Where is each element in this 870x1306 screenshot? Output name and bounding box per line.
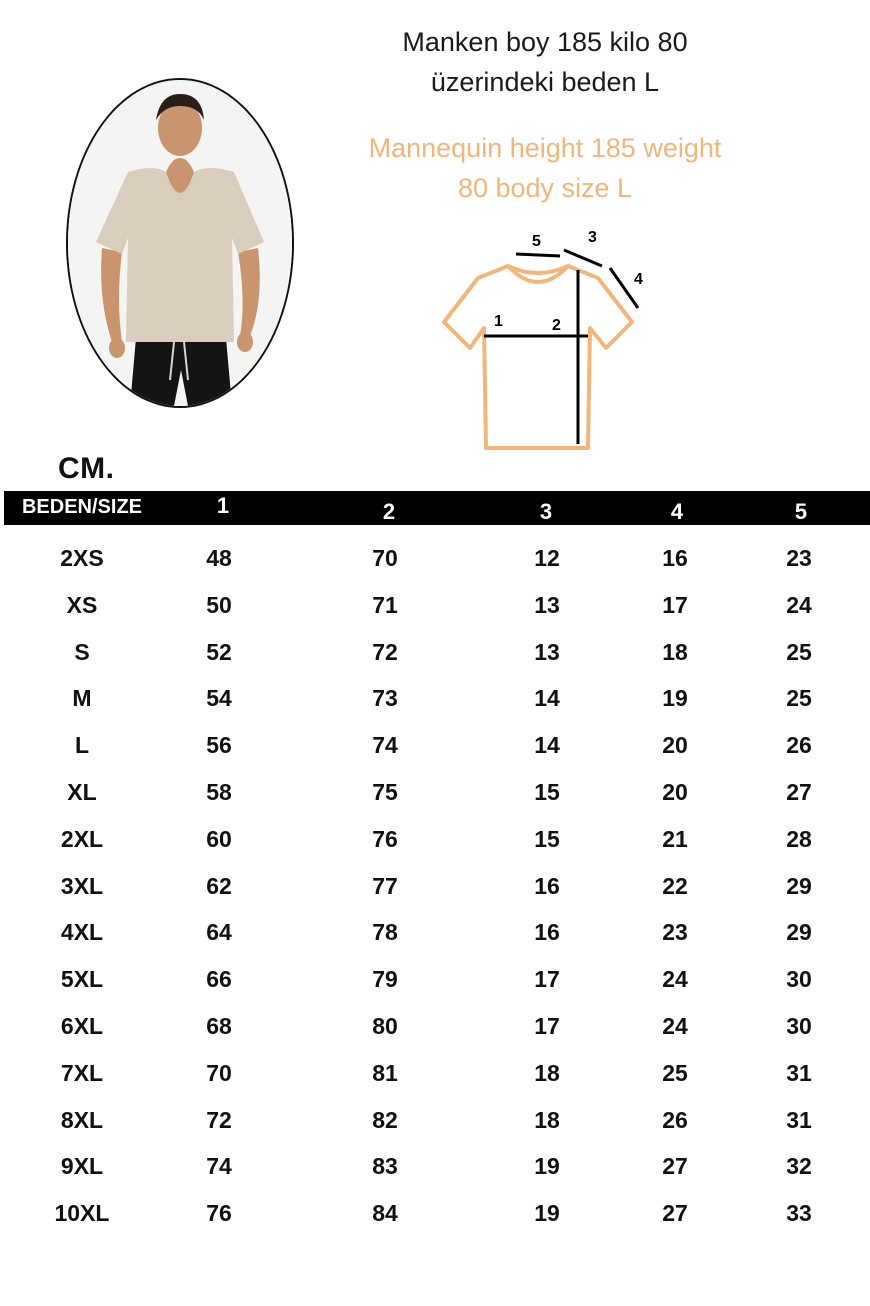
measurement-cell: 25 — [662, 1059, 688, 1086]
measurement-cell: 26 — [786, 732, 812, 759]
measurement-cell: 17 — [534, 1013, 560, 1039]
measurement-cell: 31 — [786, 1106, 812, 1133]
measurement-cell: 26 — [662, 1106, 688, 1133]
table-row — [0, 732, 870, 778]
caption-en-line-2: 80 body size L — [457, 173, 633, 203]
measurement-cell: 29 — [786, 919, 812, 946]
measurement-cell: 74 — [372, 732, 398, 759]
measurement-cell: 21 — [662, 825, 688, 852]
table-row — [0, 1200, 870, 1246]
measurement-cell: 17 — [534, 966, 560, 993]
measurement-cell: 48 — [206, 545, 232, 571]
measurement-cell: 19 — [534, 1153, 560, 1180]
measurement-cell: 28 — [786, 825, 812, 852]
measurement-cell: 81 — [372, 1059, 398, 1086]
measurement-cell: 12 — [534, 545, 560, 571]
size-name-cell: 7XL — [60, 1059, 104, 1086]
size-name-cell: S — [74, 638, 90, 665]
measurement-cell: 50 — [206, 591, 232, 618]
table-row — [0, 1107, 870, 1153]
header-col-3: 3 — [539, 499, 553, 524]
measurement-cell: 17 — [662, 591, 688, 618]
measurement-cell: 24 — [786, 591, 812, 618]
measurement-cell: 54 — [206, 685, 232, 712]
table-row — [0, 685, 870, 731]
measurement-cell: 56 — [206, 732, 232, 759]
measurement-cell: 74 — [206, 1153, 232, 1180]
size-name-cell: 4XL — [60, 919, 104, 946]
measurement-cell: 76 — [372, 825, 398, 852]
measurement-cell: 19 — [534, 1200, 560, 1227]
measurement-cell: 68 — [206, 1013, 232, 1039]
diagram-label-5: 5 — [532, 233, 541, 250]
measurement-cell: 14 — [534, 732, 560, 759]
size-name-cell: 2XL — [60, 825, 104, 852]
size-name-cell: XS — [66, 591, 98, 618]
table-row — [0, 1153, 870, 1199]
measurement-cell: 23 — [786, 545, 812, 571]
measurement-cell: 19 — [662, 685, 688, 712]
size-name-cell: M — [72, 685, 92, 712]
size-name-cell: 5XL — [60, 966, 104, 993]
measurement-cell: 27 — [662, 1153, 688, 1180]
table-row — [0, 826, 870, 872]
measurement-cell: 29 — [786, 872, 812, 899]
caption-tr-line-1: Manken boy 185 kilo 80 — [402, 27, 688, 57]
header-col-4: 4 — [670, 499, 684, 524]
table-row — [0, 919, 870, 965]
measurement-cell: 13 — [534, 638, 560, 665]
measurement-cell: 13 — [534, 591, 560, 618]
measurement-cell: 33 — [786, 1200, 812, 1227]
measurement-cell: 80 — [372, 1013, 398, 1039]
measurement-cell: 76 — [206, 1200, 232, 1227]
measurement-cell: 73 — [372, 685, 398, 712]
caption-turkish — [330, 22, 760, 102]
measurement-cell: 24 — [662, 1013, 688, 1039]
measurement-cell: 18 — [662, 638, 688, 665]
measurement-cell: 83 — [372, 1153, 398, 1180]
measurement-cell: 16 — [662, 545, 688, 571]
size-name-cell: 9XL — [60, 1153, 104, 1180]
measurement-cell: 23 — [662, 919, 688, 946]
measurement-cell: 18 — [534, 1059, 560, 1086]
measurement-cell: 82 — [372, 1106, 398, 1133]
table-row — [0, 639, 870, 685]
header-col-1: 1 — [216, 493, 230, 518]
size-name-cell: 6XL — [60, 1013, 104, 1039]
diagram-label-2: 2 — [552, 317, 561, 334]
table-row — [0, 873, 870, 919]
size-table-header — [4, 491, 870, 525]
measurement-cell: 20 — [662, 779, 688, 805]
measurement-cell: 84 — [372, 1200, 398, 1227]
measurement-cell: 15 — [534, 779, 560, 805]
measurement-cell: 77 — [372, 872, 398, 899]
unit-label: CM. — [58, 452, 115, 485]
table-row — [0, 966, 870, 1012]
measurement-cell: 27 — [786, 779, 812, 805]
measurement-cell: 72 — [206, 1106, 232, 1133]
measurement-cell: 72 — [372, 638, 398, 665]
caption-en-line-1: Mannequin height 185 weight — [368, 133, 722, 163]
measurement-cell: 30 — [786, 1013, 812, 1039]
caption-english — [330, 128, 760, 208]
measurement-cell: 66 — [206, 966, 232, 993]
measurement-cell: 70 — [372, 545, 398, 571]
size-name-cell: 8XL — [60, 1106, 104, 1133]
measurement-cell: 22 — [662, 872, 688, 899]
model-illustration — [68, 80, 292, 406]
measurement-cell: 70 — [206, 1059, 232, 1086]
measurement-cell: 64 — [206, 919, 232, 946]
table-row — [0, 1060, 870, 1106]
measurement-cell: 15 — [534, 825, 560, 852]
measurement-cell: 31 — [786, 1059, 812, 1086]
measurement-cell: 52 — [206, 638, 232, 665]
table-row — [0, 779, 870, 825]
measurement-cell: 24 — [662, 966, 688, 993]
measurement-cell: 16 — [534, 919, 560, 946]
table-row — [0, 1013, 870, 1059]
tshirt-outline-icon — [444, 266, 632, 448]
model-photo — [66, 78, 294, 408]
measurement-cell: 18 — [534, 1106, 560, 1133]
header-col-2: 2 — [382, 499, 396, 524]
measurement-cell: 78 — [372, 919, 398, 946]
size-name-cell: L — [74, 732, 90, 759]
measurement-cell: 16 — [534, 872, 560, 899]
tshirt-measurement-diagram — [430, 222, 660, 462]
measurement-cell: 14 — [534, 685, 560, 712]
size-name-cell: 2XS — [60, 545, 104, 571]
table-row — [0, 592, 870, 638]
measurement-cell: 20 — [662, 732, 688, 759]
measurement-cell: 75 — [372, 779, 398, 805]
caption-tr-line-2: üzerindeki beden L — [430, 67, 660, 97]
measurement-cell: 79 — [372, 966, 398, 993]
size-name-cell: XL — [67, 779, 97, 805]
measurement-cell: 71 — [372, 591, 398, 618]
diagram-label-4: 4 — [634, 271, 643, 288]
size-name-cell: 3XL — [60, 872, 104, 899]
measurement-cell: 27 — [662, 1200, 688, 1227]
diagram-label-1: 1 — [494, 313, 503, 330]
header-col-5: 5 — [794, 499, 808, 524]
measurement-cell: 58 — [206, 779, 232, 805]
measurement-cell: 62 — [206, 872, 232, 899]
table-row — [0, 545, 870, 591]
measurement-cell: 60 — [206, 825, 232, 852]
measurement-cell: 30 — [786, 966, 812, 993]
measurement-cell: 25 — [786, 685, 812, 712]
diagram-label-3: 3 — [588, 229, 597, 246]
size-name-cell: 10XL — [54, 1200, 110, 1227]
header-size: BEDEN/SIZE — [21, 496, 143, 518]
measurement-cell: 25 — [786, 638, 812, 665]
measurement-cell: 32 — [786, 1153, 812, 1180]
